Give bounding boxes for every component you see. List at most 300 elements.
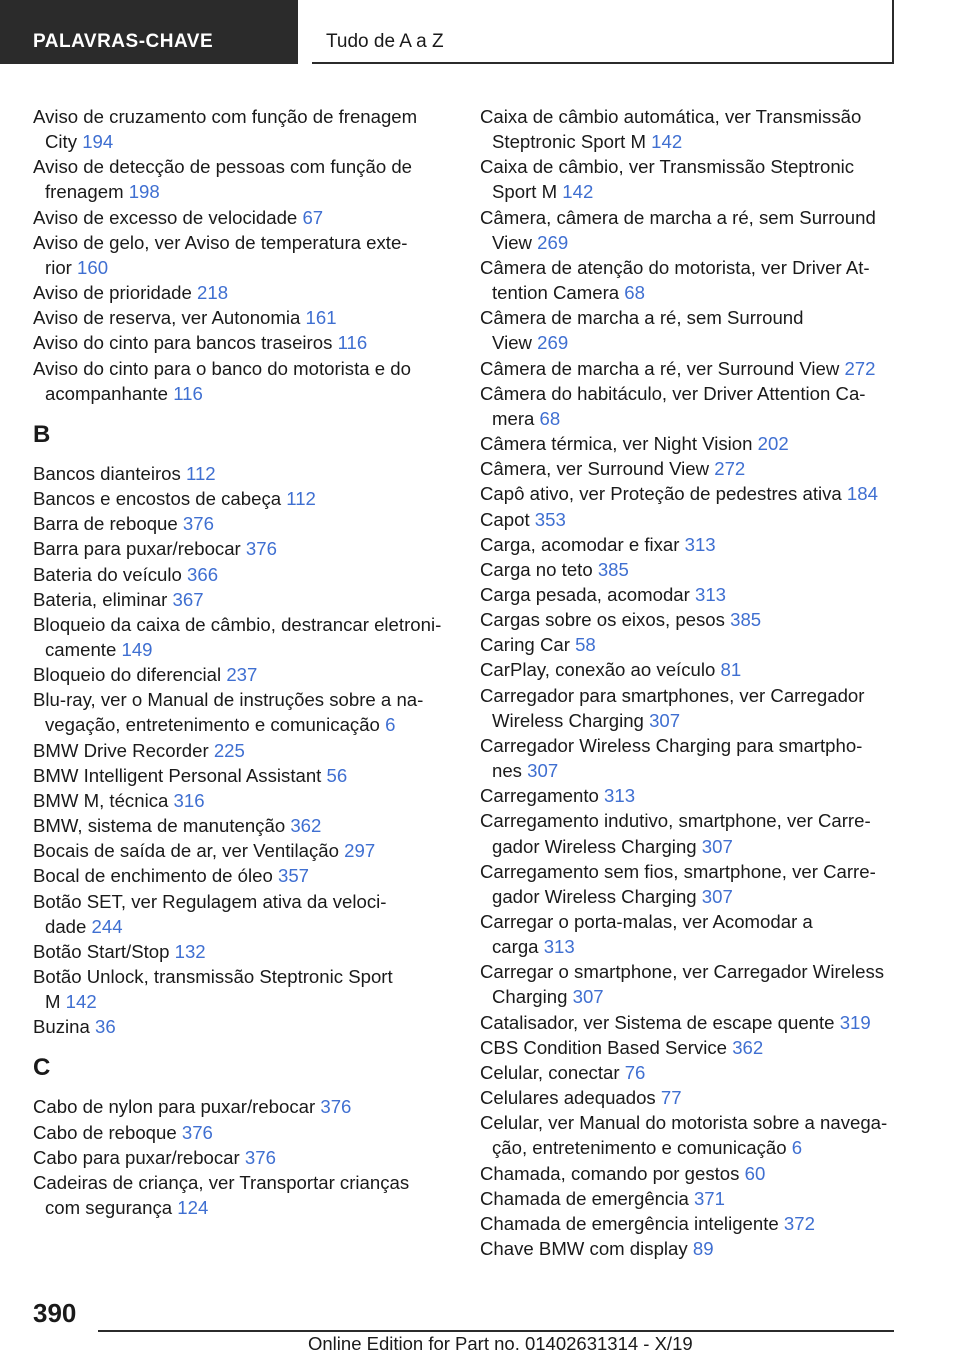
index-entry-line: [480, 305, 900, 330]
index-entry-line: [480, 1135, 900, 1160]
index-entry-line: [480, 456, 900, 481]
index-entry-line: [480, 481, 900, 506]
page-reference-link[interactable]: 116: [337, 332, 368, 354]
page-reference-link[interactable]: 237: [226, 664, 258, 686]
index-entry-line: [33, 687, 453, 712]
page-reference-link[interactable]: 376: [245, 538, 277, 560]
page-reference-link[interactable]: 160: [77, 256, 109, 278]
page-reference-link[interactable]: 319: [839, 1011, 871, 1033]
index-entry-text: M: [45, 991, 66, 1013]
index-entry-text: BMW M, técnica: [33, 789, 174, 811]
index-entry-text: Wireless Charging: [492, 709, 650, 731]
section-tab: PALAVRAS-CHAVE: [0, 0, 298, 64]
index-entry-text: BMW, sistema de manutenção: [33, 815, 291, 837]
index-entry-text: Carregamento indutivo, smartphone, ver Carre-: [480, 810, 871, 832]
index-entry-line: [33, 305, 453, 330]
page-reference-link[interactable]: 116: [173, 382, 203, 404]
index-entry-line: [33, 1094, 453, 1119]
index-entry-line: [33, 763, 453, 788]
index-entry-line: [480, 179, 900, 204]
index-entry: [33, 788, 453, 813]
index-entry-line: [480, 154, 900, 179]
index-entry-line: [480, 1110, 900, 1135]
index-entry-text: rior: [45, 256, 78, 278]
index-entry-line: [480, 708, 900, 733]
index-entry-line: [33, 205, 453, 230]
page-reference-link[interactable]: 89: [692, 1238, 714, 1260]
index-entry-line: [480, 255, 900, 280]
index-entry-line: [480, 280, 900, 305]
page-reference-link[interactable]: 313: [684, 533, 716, 555]
index-entry: [480, 1110, 900, 1160]
page-reference-link[interactable]: 76: [624, 1061, 646, 1083]
index-entry: [480, 557, 900, 582]
index-entry-text: gador Wireless Charging: [492, 885, 702, 907]
index-entry-line: [480, 1211, 900, 1236]
index-entry-line: [480, 1060, 900, 1085]
index-entry-line: [480, 783, 900, 808]
index-entry-text: Câmera do habitáculo, ver Driver Attention Ca-: [480, 382, 866, 404]
index-entry-text: Aviso de detecção de pessoas com função de: [33, 156, 413, 178]
page-reference-link[interactable]: 218: [197, 282, 229, 304]
index-entry-line: [33, 712, 453, 737]
index-entry-text: Aviso de excesso de velocidade: [33, 206, 303, 228]
index-entry-text: Caixa de câmbio, ver Transmissão Steptronic: [480, 156, 855, 178]
page-reference-link[interactable]: 124: [177, 1197, 209, 1219]
index-entry-line: [33, 813, 453, 838]
index-entry-line: [480, 507, 900, 532]
index-entry-text: Barra para puxar/rebocar: [33, 538, 246, 560]
index-entry-line: [33, 1014, 453, 1039]
index-entry-text: nes: [492, 760, 528, 782]
index-entry-line: [480, 1186, 900, 1211]
index-entry: [480, 582, 900, 607]
index-entry-line: [33, 964, 453, 989]
index-entry-text: Chave BMW com display: [480, 1238, 693, 1260]
index-entry-text: Cabo de nylon para puxar/rebocar: [33, 1096, 321, 1118]
index-entry-text: Chamada, comando por gestos: [480, 1162, 745, 1184]
index-entry-line: [480, 1236, 900, 1261]
page-number: 390: [33, 1298, 77, 1328]
page-reference-link[interactable]: 68: [539, 407, 561, 429]
index-entry: [33, 939, 453, 964]
index-entry-text: Celulares adequados: [480, 1087, 661, 1109]
index-entry: [480, 657, 900, 682]
index-entry-text: Botão SET, ver Regulagem ativa da veloci-: [33, 890, 387, 912]
index-entry-text: Celular, conectar: [480, 1061, 625, 1083]
index-entry-text: Câmera, ver Surround View: [480, 458, 715, 480]
index-entry-text: Cabo de reboque: [33, 1121, 182, 1143]
index-entry-line: [480, 683, 900, 708]
index-entry: [480, 205, 900, 255]
index-entry-line: [33, 838, 453, 863]
index-entry: [480, 1085, 900, 1110]
index-entry: [33, 104, 453, 154]
page-reference-link[interactable]: 269: [537, 231, 569, 253]
page-reference-link[interactable]: 385: [597, 558, 629, 580]
index-entry-line: [33, 255, 453, 280]
index-entry-text: Aviso de gelo, ver Aviso de temperatura exte-: [33, 231, 408, 253]
index-entry-text: Cargas sobre os eixos, pesos: [480, 609, 731, 631]
page-reference-link[interactable]: 366: [187, 563, 219, 585]
page-reference-link[interactable]: 313: [604, 785, 636, 807]
page-reference-link[interactable]: 142: [562, 181, 594, 203]
index-entry-text: Barra de reboque: [33, 513, 183, 535]
index-entry-line: [33, 129, 453, 154]
index-entry: [33, 587, 453, 612]
index-entry-line: [33, 356, 453, 381]
index-entry: [480, 255, 900, 305]
index-entry-text: BMW Intelligent Personal Assistant: [33, 764, 327, 786]
index-entry-text: Aviso de cruzamento com função de frenagem: [33, 106, 418, 127]
page-reference-link[interactable]: 353: [534, 508, 566, 530]
page-reference-link[interactable]: 56: [326, 764, 348, 786]
index-entry: [480, 481, 900, 506]
index-entry-line: [33, 1170, 453, 1195]
index-entry: [33, 889, 453, 939]
page-reference-link[interactable]: 371: [693, 1187, 725, 1209]
index-entry-text: Capô ativo, ver Proteção de pedestres ativa: [480, 483, 847, 505]
page-reference-link[interactable]: 269: [537, 332, 569, 354]
index-entry-line: [33, 330, 453, 355]
index-entry: [480, 1211, 900, 1236]
index-entry-text: Aviso do cinto para o banco do motorista e do: [33, 357, 411, 379]
index-entry: [33, 511, 453, 536]
index-entry: [33, 461, 453, 486]
page-reference-link[interactable]: 313: [543, 936, 575, 958]
index-entry-line: [480, 230, 900, 255]
index-entry-text: Carregador para smartphones, ver Carregador: [480, 684, 865, 706]
index-entry: [480, 154, 900, 204]
index-entry: [33, 536, 453, 561]
section-letter-heading: C: [33, 1054, 51, 1082]
index-entry: [480, 959, 900, 1009]
index-entry-line: [480, 129, 900, 154]
index-entry-line: [33, 536, 453, 561]
index-entry: [480, 305, 900, 355]
section-letter-heading: B: [33, 420, 51, 448]
index-entry: [33, 662, 453, 687]
index-entry-line: [33, 1120, 453, 1145]
index-entry-line: [480, 431, 900, 456]
page-reference-link[interactable]: 225: [213, 739, 245, 761]
index-entry: [33, 205, 453, 230]
index-entry-text: Bloqueio do diferencial: [33, 664, 227, 686]
page-reference-link[interactable]: 307: [572, 986, 604, 1008]
page-reference-link[interactable]: 316: [173, 789, 205, 811]
index-entry-line: [480, 356, 900, 381]
index-entry-line: [33, 788, 453, 813]
index-entry-line: [33, 587, 453, 612]
page-reference-link[interactable]: 376: [182, 513, 214, 535]
page-reference-link[interactable]: 142: [65, 991, 97, 1013]
index-entry: [33, 280, 453, 305]
index-entry-text: BMW Drive Recorder: [33, 739, 214, 761]
index-entry: [33, 1170, 453, 1220]
index-entry-text: Catalisador, ver Sistema de escape quente: [480, 1011, 840, 1033]
index-entry-text: Blu-ray, ver o Manual de instruções sobre a na-: [33, 689, 424, 711]
index-entry-line: [480, 632, 900, 657]
index-entry-line: [480, 582, 900, 607]
index-entry-line: [33, 939, 453, 964]
index-entry-text: mera: [492, 407, 540, 429]
index-entry-text: Carregador Wireless Charging para smartpho-: [480, 734, 863, 756]
index-entry: [33, 330, 453, 355]
index-entry: [480, 104, 900, 154]
index-entry-text: Charging: [492, 986, 573, 1008]
page-reference-link[interactable]: 132: [174, 940, 206, 962]
footer-edition-text: Online Edition for Part no. 01402631314 - X/19: [308, 1333, 693, 1354]
index-entry-text: Carregamento: [480, 785, 605, 807]
page-reference-link[interactable]: 194: [82, 131, 114, 153]
index-entry-text: dade: [45, 915, 92, 937]
index-entry-text: Bloqueio da caixa de câmbio, destrancar eletroni-: [33, 613, 442, 635]
index-entry-line: [480, 330, 900, 355]
index-entry-text: Botão Unlock, transmissão Steptronic Sport: [33, 966, 393, 987]
index-entry: [480, 456, 900, 481]
index-entry-line: [480, 406, 900, 431]
page-reference-link[interactable]: 362: [732, 1036, 764, 1058]
index-entry-line: [480, 733, 900, 758]
index-entry: [33, 612, 453, 662]
index-entry: [33, 964, 453, 1014]
index-entry-text: Carregar o porta-malas, ver Acomodar a: [480, 911, 813, 932]
page-reference-link[interactable]: 244: [91, 915, 123, 937]
index-entry-line: [480, 758, 900, 783]
index-entry-line: [480, 934, 900, 959]
index-entry-text: City: [45, 131, 83, 153]
index-entry-line: [33, 179, 453, 204]
footer-divider: [98, 1330, 894, 1332]
index-entry: [480, 632, 900, 657]
page-reference-link[interactable]: 6: [385, 714, 396, 736]
index-entry-line: [33, 381, 453, 406]
index-entry: [480, 507, 900, 532]
page-reference-link[interactable]: 307: [701, 835, 733, 857]
index-entry: [480, 683, 900, 733]
page-reference-link[interactable]: 67: [302, 206, 324, 228]
page-reference-link[interactable]: 68: [624, 282, 645, 304]
index-entry: [480, 859, 900, 909]
index-entry-text: Câmera de marcha a ré, sem Surround: [480, 307, 804, 329]
page-reference-link[interactable]: 149: [121, 638, 153, 660]
page-reference-link[interactable]: 307: [649, 709, 681, 731]
index-entry-line: [33, 914, 453, 939]
index-entry-line: [33, 738, 453, 763]
page-reference-link[interactable]: 372: [783, 1212, 815, 1234]
index-entry-line: [33, 662, 453, 687]
index-entry-text: Aviso do cinto para bancos traseiros: [33, 332, 338, 354]
index-entry-line: [480, 104, 900, 129]
index-entry-line: [33, 863, 453, 888]
index-entry-line: [480, 808, 900, 833]
index-entry-text: acompanhante: [45, 382, 174, 404]
index-entry: [480, 1060, 900, 1085]
index-entry-line: [480, 657, 900, 682]
index-entry: [33, 1120, 453, 1145]
index-entry-text: Botão Start/Stop: [33, 940, 175, 962]
page-reference-link[interactable]: 376: [244, 1146, 276, 1168]
index-entry-line: [33, 989, 453, 1014]
page-reference-link[interactable]: 202: [757, 433, 789, 455]
index-entry-line: [480, 557, 900, 582]
index-entry-text: Caixa de câmbio automática, ver Transmissão: [480, 106, 862, 127]
page-reference-link[interactable]: 58: [575, 634, 596, 656]
index-entry-line: [33, 154, 453, 179]
index-entry-line: [480, 205, 900, 230]
index-entry-text: Carregar o smartphone, ver Carregador Wireless: [480, 961, 885, 983]
page-reference-link[interactable]: 313: [695, 583, 727, 605]
index-entry: [33, 356, 453, 406]
index-entry-line: [33, 562, 453, 587]
index-entry-text: ção, entretenimento e comunicação: [492, 1137, 792, 1159]
index-entry: [33, 154, 453, 204]
page-reference-link[interactable]: 307: [527, 760, 559, 782]
index-entry-text: Carregamento sem fios, smartphone, ver Carre-: [480, 860, 876, 882]
page-reference-link[interactable]: 112: [185, 462, 216, 484]
page-reference-link[interactable]: 385: [730, 609, 762, 631]
index-entry: [33, 863, 453, 888]
index-entry-text: Carga, acomodar e fixar: [480, 533, 685, 555]
index-entry-line: [480, 884, 900, 909]
page-reference-link[interactable]: 357: [278, 865, 310, 887]
index-entry-text: Cadeiras de criança, ver Transportar crianças: [33, 1171, 410, 1193]
page-reference-link[interactable]: 376: [320, 1096, 352, 1118]
page-reference-link[interactable]: 184: [846, 483, 878, 505]
index-entry-text: Bancos dianteiros: [33, 462, 186, 484]
index-entry-text: Steptronic Sport M: [492, 131, 652, 153]
index-entry: [33, 813, 453, 838]
page-reference-link[interactable]: 198: [128, 181, 160, 203]
index-entry-line: [480, 859, 900, 884]
index-entry-line: [33, 612, 453, 637]
index-entry: [480, 1161, 900, 1186]
index-entry-text: Câmera, câmera de marcha a ré, sem Surround: [480, 206, 876, 228]
index-column-left: [33, 104, 453, 1220]
index-entry-text: vegação, entretenimento e comunicação: [45, 714, 386, 736]
index-entry: [33, 1014, 453, 1039]
index-entry-text: Bocal de enchimento de óleo: [33, 865, 278, 887]
index-entry-text: Buzina: [33, 1016, 96, 1038]
index-entry-text: Celular, ver Manual do motorista sobre a navega-: [480, 1112, 888, 1134]
page-reference-link[interactable]: 6: [791, 1137, 803, 1159]
index-entry-line: [33, 486, 453, 511]
index-entry-line: [33, 889, 453, 914]
page-reference-link[interactable]: 161: [305, 307, 337, 329]
index-entry: [33, 763, 453, 788]
index-entry: [480, 808, 900, 858]
page-reference-link[interactable]: 142: [651, 131, 683, 153]
index-entry: [480, 1186, 900, 1211]
index-entry-line: [480, 834, 900, 859]
page-reference-link[interactable]: 307: [701, 885, 733, 907]
index-entry: [480, 733, 900, 783]
index-entry-text: Chamada de emergência: [480, 1187, 694, 1209]
page-reference-link[interactable]: 272: [714, 458, 746, 480]
index-entry-line: [33, 461, 453, 486]
index-entry-text: View: [492, 231, 538, 253]
index-entry-text: Aviso de prioridade: [33, 282, 198, 304]
index-entry-text: Capot: [480, 508, 535, 530]
index-entry-text: frenagem: [45, 181, 129, 203]
index-entry: [33, 562, 453, 587]
index-entry-text: Aviso de reserva, ver Autonomia: [33, 307, 306, 329]
page-reference-link[interactable]: 81: [720, 659, 742, 681]
index-entry-text: com segurança: [45, 1197, 178, 1219]
index-entry-line: [480, 381, 900, 406]
page-reference-link[interactable]: 36: [95, 1016, 116, 1038]
page-reference-link[interactable]: 272: [844, 357, 876, 379]
index-entry-text: Câmera de atenção do motorista, ver Driver At-: [480, 256, 870, 278]
index-entry: [480, 381, 900, 431]
index-entry-line: [33, 230, 453, 255]
index-entry: [480, 607, 900, 632]
index-entry-line: [33, 637, 453, 662]
index-entry: [480, 1010, 900, 1035]
page-reference-link[interactable]: 362: [290, 815, 322, 837]
index-entry: [480, 1035, 900, 1060]
index-entry: [33, 230, 453, 280]
index-entry-text: camente: [45, 638, 122, 660]
index-entry-text: CBS Condition Based Service: [480, 1036, 733, 1058]
index-entry-text: CarPlay, conexão ao veículo: [480, 659, 721, 681]
page-reference-link[interactable]: 60: [744, 1162, 766, 1184]
index-entry-text: Câmera térmica, ver Night Vision: [480, 433, 758, 455]
index-entry-text: Chamada de emergência inteligente: [480, 1212, 784, 1234]
index-entry-line: [480, 532, 900, 557]
index-entry: [33, 738, 453, 763]
index-entry-text: Carga pesada, acomodar: [480, 583, 695, 605]
index-entry-line: [480, 1161, 900, 1186]
index-entry-line: [480, 1085, 900, 1110]
index-entry-line: [33, 1195, 453, 1220]
index-entry-line: [33, 104, 453, 129]
index-entry: [33, 305, 453, 330]
page-reference-link[interactable]: 297: [344, 840, 376, 862]
index-entry: [33, 1094, 453, 1119]
index-entry: [33, 687, 453, 737]
index-entry-line: [33, 511, 453, 536]
index-entry-line: [480, 909, 900, 934]
page-reference-link[interactable]: 367: [172, 588, 204, 610]
index-entry-text: View: [492, 332, 538, 354]
index-entry-line: [480, 607, 900, 632]
index-entry-text: Carga no teto: [480, 558, 598, 580]
index-entry-line: [480, 959, 900, 984]
index-column-right: [480, 104, 900, 1261]
index-entry: [480, 1236, 900, 1261]
index-entry: [480, 909, 900, 959]
index-entry: [33, 838, 453, 863]
page-reference-link[interactable]: 376: [181, 1121, 213, 1143]
index-entry: [480, 431, 900, 456]
page-reference-link[interactable]: 112: [286, 488, 316, 510]
index-entry-line: [480, 1035, 900, 1060]
index-entry-text: Sport M: [492, 181, 563, 203]
index-entry-line: [480, 984, 900, 1009]
index-entry-text: Bateria, eliminar: [33, 588, 173, 610]
index-entry-text: Caring Car: [480, 634, 576, 656]
index-entry: [480, 532, 900, 557]
index-entry-text: Cabo para puxar/rebocar: [33, 1146, 245, 1168]
page-header-title: Tudo de A a Z: [312, 0, 894, 64]
index-entry-text: Bateria do veículo: [33, 563, 188, 585]
page-reference-link[interactable]: 77: [660, 1087, 682, 1109]
index-entry-text: tention Camera: [492, 282, 625, 304]
index-entry-text: Câmera de marcha a ré, ver Surround View: [480, 357, 845, 379]
index-entry-line: [480, 1010, 900, 1035]
index-entry: [480, 356, 900, 381]
